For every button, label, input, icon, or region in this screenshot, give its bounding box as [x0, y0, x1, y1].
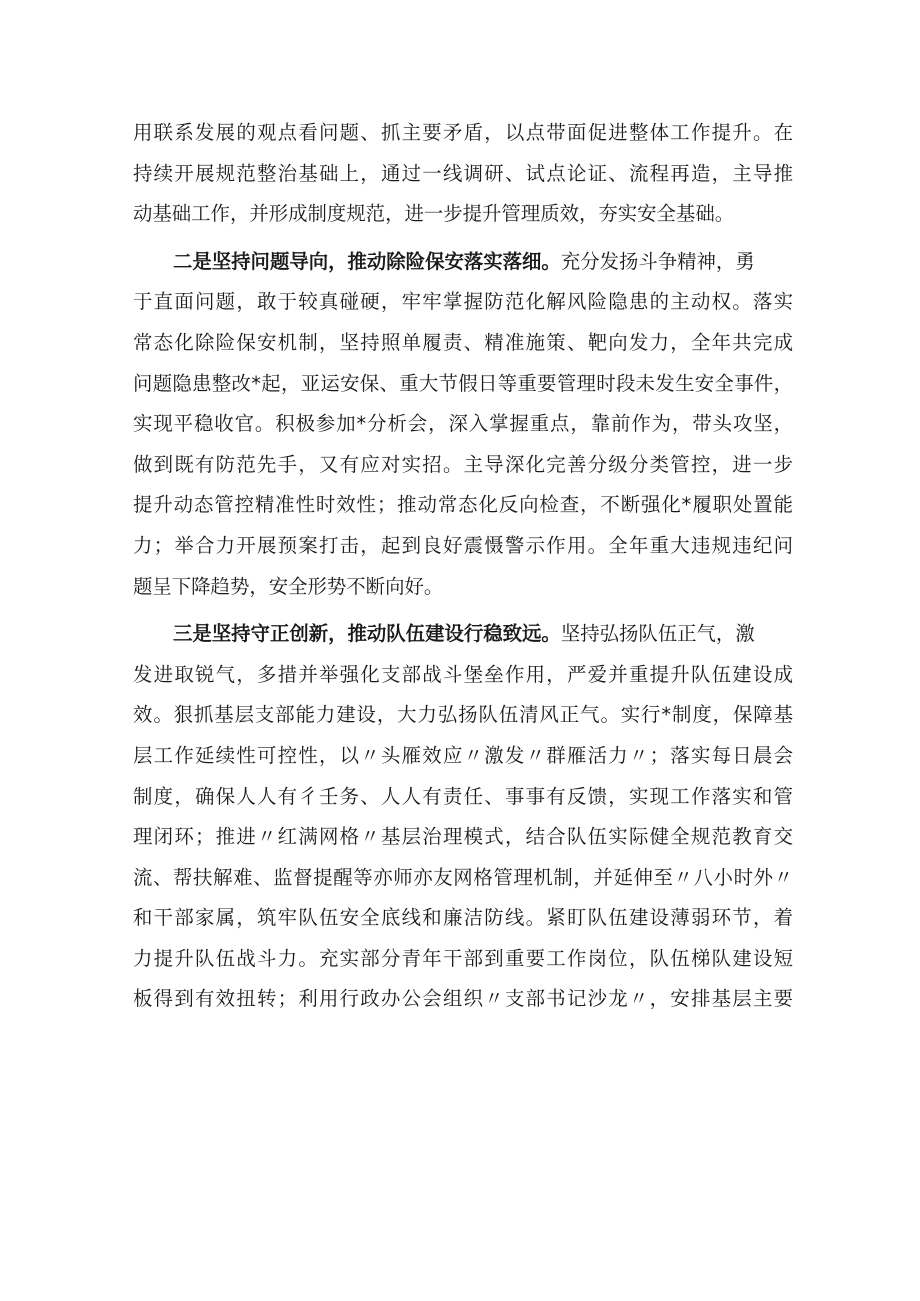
text-line: 实现平稳收官。积极参加*分析会，深入掌握重点，靠前作为，带头攻坚，: [133, 412, 793, 436]
text-line: 用联系发展的观点看问题、抓主要矛盾，以点带面促进整体工作提升。在: [133, 121, 793, 144]
text-line: 力；举合力开展预案打击，起到良好震慑警示作用。全年重大违规违纪问: [133, 533, 793, 557]
text-line: 问题隐患整改*起，亚运安保、重大节假日等重要管理时段未发生安全事件，: [133, 371, 793, 395]
text-line: 流、帮扶解难、监督提醒等亦师亦友网格管理机制，并延伸至〃八小时外〃: [133, 865, 793, 889]
text-fragment: 充分发扬斗争精神，勇: [560, 249, 755, 273]
paragraph-3: [133, 614, 793, 1020]
text-line: 制度，确保人人有彳壬务、人人有责任、事事有反馈，实现工作落实和管: [133, 784, 793, 808]
text-line: 于直面问题，敢于较真碰硬，牢牢掌握防范化解风险隐患的主动权。落实: [133, 290, 793, 314]
text-line: 提升动态管控精准性时效性；推动常态化反向检查，不断强化*履职处置能: [133, 493, 793, 517]
text-line: 常态化除险保安机制，坚持照单履责、精准施策、靶向发力，全年共完成: [133, 330, 793, 354]
text-line: 板得到有效扭转；利用行政办公会组织〃支部书记沙龙〃，安排基层主要: [133, 987, 793, 1011]
paragraph-1: [133, 113, 793, 235]
paragraph-2: [133, 242, 793, 607]
text-line: [133, 242, 793, 283]
text-line: 力提升队伍战斗力。充实部分青年干部到重要工作岗位，队伍梯队建设短: [133, 946, 793, 970]
text-line: 理闭环；推进〃红满网格〃基层治理模式，结合队伍实际健全规范教育交: [133, 825, 793, 849]
paragraph-lead-heading: 二是坚持问题导向，推动除险保安落实落细。: [173, 249, 561, 273]
document-body: [133, 113, 793, 1020]
text-line: [133, 614, 793, 655]
text-line: 发进取锐气，多措并举强化支部战斗堡垒作用，严爱并重提升队伍建设成: [133, 662, 793, 686]
text-line: 题呈下降趋势，安全形势不断向好。: [133, 574, 444, 598]
text-line: 和干部家属，筑牢队伍安全底线和廉洁防线。紧盯队伍建设薄弱环节，着: [133, 906, 793, 930]
text-line: 效。狠抓基层支部能力建设，大力弘扬队伍清风正气。实行*制度，保障基: [133, 703, 793, 727]
paragraph-lead-heading: 三是坚持守正创新，推动队伍建设行稳致远。: [173, 622, 561, 646]
text-line: 做到既有防范先手，又有应对实招。主导深化完善分级分类管控，进一步: [133, 452, 793, 476]
text-fragment: 坚持弘扬队伍正气，激: [560, 622, 755, 646]
text-line: 层工作延续性可控性，以〃头雁效应〃激发〃群雁活力〃；落实每日晨会: [133, 743, 793, 767]
text-line: 动基础工作，并形成制度规范，进一步提升管理质效，夯实安全基础。: [133, 202, 735, 226]
text-line: 持续开展规范整治基础上，通过一线调研、试点论证、流程再造，主导推: [133, 161, 793, 185]
